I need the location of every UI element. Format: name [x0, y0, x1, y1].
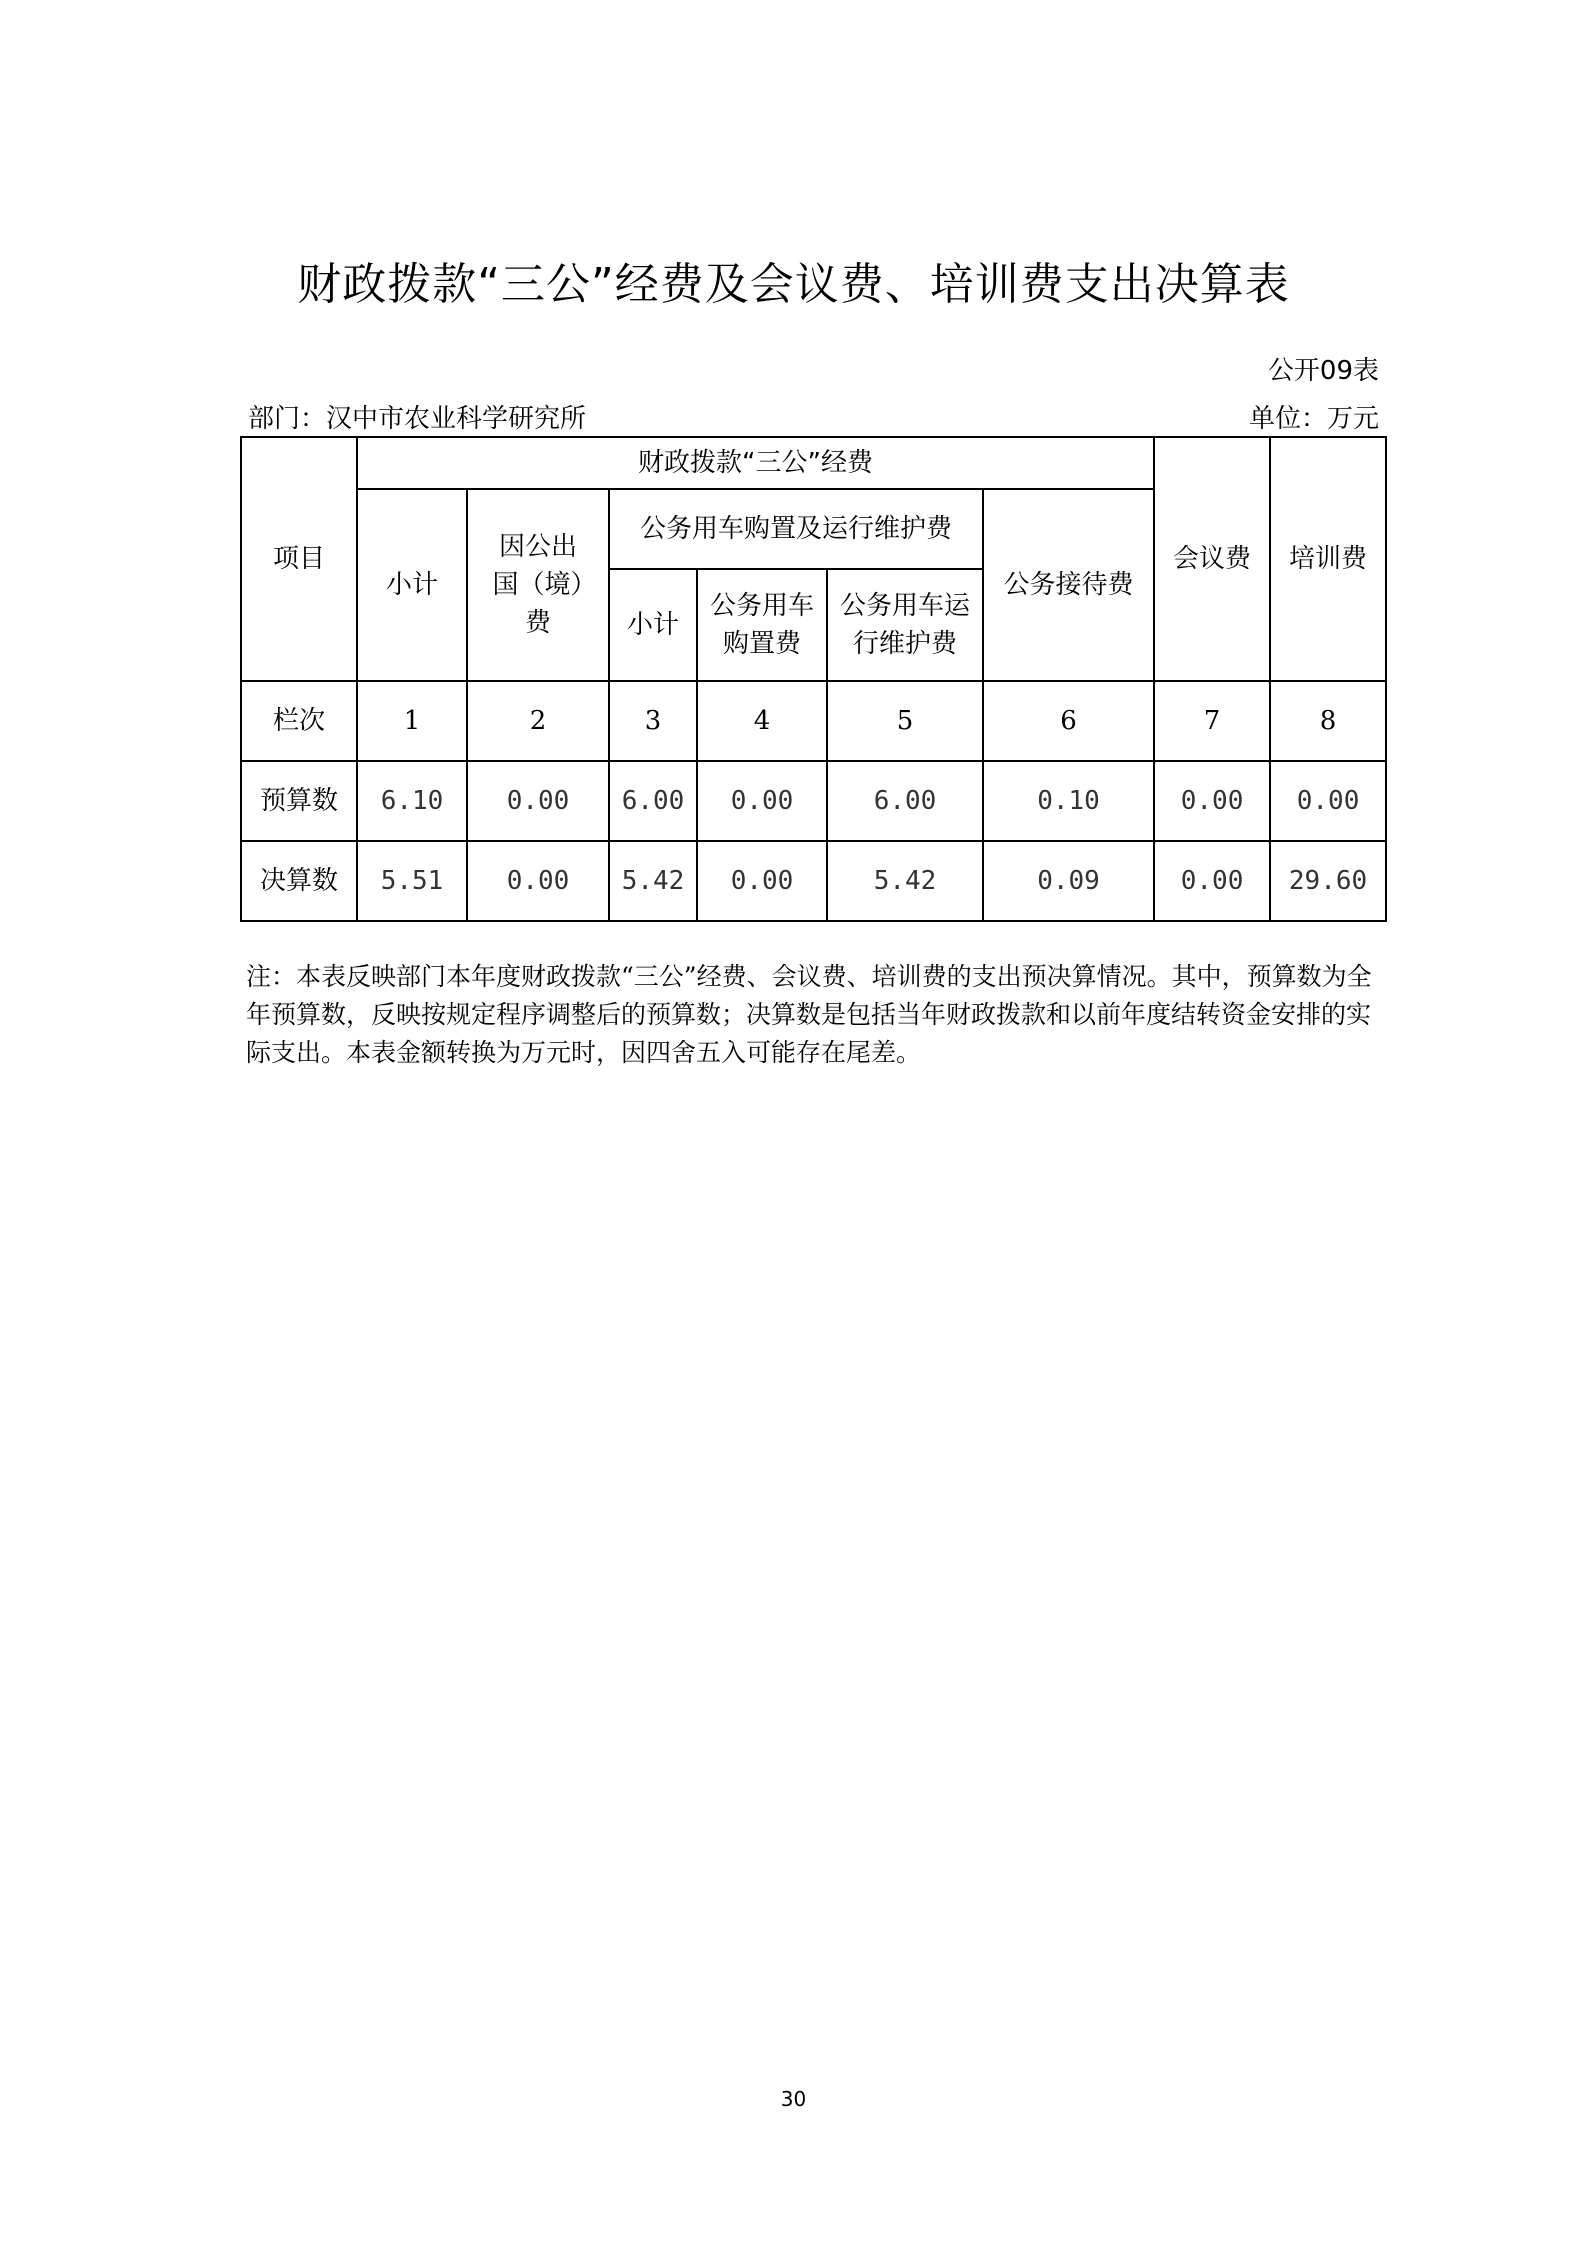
header-item: 项目	[241, 437, 357, 681]
table-code: 公开09表	[1267, 356, 1379, 386]
expenditure-table	[240, 436, 1387, 922]
row-label-budget: 预算数	[241, 761, 357, 841]
header-reception: 公务接待费	[983, 489, 1154, 681]
table-cell: 5.51	[357, 841, 467, 921]
column-number-row	[241, 681, 1386, 761]
header-vehicle: 公务用车购置及运行维护费	[609, 489, 983, 569]
header-abroad: 因公出国（境）费	[467, 489, 609, 681]
department-label: 部门：汉中市农业科学研究所	[248, 404, 587, 434]
column-number-label: 栏次	[241, 681, 357, 761]
table-cell: 0.09	[983, 841, 1154, 921]
column-number: 6	[983, 681, 1154, 761]
unit-label: 单位：万元	[1248, 404, 1379, 434]
column-number: 3	[609, 681, 697, 761]
column-number: 2	[467, 681, 609, 761]
table-row	[241, 761, 1386, 841]
table-note: 注：本表反映部门本年度财政拨款“三公”经费、会议费、培训费的支出预决算情况。其中，预算数为全年预算数，反映按规定程序调整后的预算数；决算数是包括当年财政拨款和以前年度结转资金安排的实际支出。本表金额转换为万元时，因四舍五入可能存在尾差。	[246, 962, 1372, 1067]
header-meeting: 会议费	[1154, 437, 1270, 681]
table-cell: 6.00	[827, 761, 983, 841]
table-cell: 5.42	[609, 841, 697, 921]
header-training: 培训费	[1270, 437, 1386, 681]
column-number: 4	[697, 681, 827, 761]
page-title: 财政拨款“三公”经费及会议费、培训费支出决算表	[297, 259, 1290, 310]
header-vehicle-purchase: 公务用车购置费	[697, 569, 827, 681]
table-cell: 29.60	[1270, 841, 1386, 921]
header-three-public: 财政拨款“三公”经费	[357, 437, 1154, 489]
column-number: 5	[827, 681, 983, 761]
table-cell: 0.00	[467, 761, 609, 841]
row-label-final: 决算数	[241, 841, 357, 921]
table-cell: 5.42	[827, 841, 983, 921]
table-cell: 0.10	[983, 761, 1154, 841]
page-number: 30	[780, 2087, 807, 2111]
table-cell: 0.00	[1154, 841, 1270, 921]
table-cell: 0.00	[697, 841, 827, 921]
header-subtotal: 小计	[357, 489, 467, 681]
column-number: 1	[357, 681, 467, 761]
table-cell: 0.00	[697, 761, 827, 841]
column-number: 8	[1270, 681, 1386, 761]
table-cell: 6.10	[357, 761, 467, 841]
header-vehicle-maintenance: 公务用车运行维护费	[827, 569, 983, 681]
table-cell: 6.00	[609, 761, 697, 841]
table-cell: 0.00	[467, 841, 609, 921]
column-number: 7	[1154, 681, 1270, 761]
table-cell: 0.00	[1270, 761, 1386, 841]
table-row	[241, 841, 1386, 921]
header-vehicle-subtotal: 小计	[609, 569, 697, 681]
table-cell: 0.00	[1154, 761, 1270, 841]
